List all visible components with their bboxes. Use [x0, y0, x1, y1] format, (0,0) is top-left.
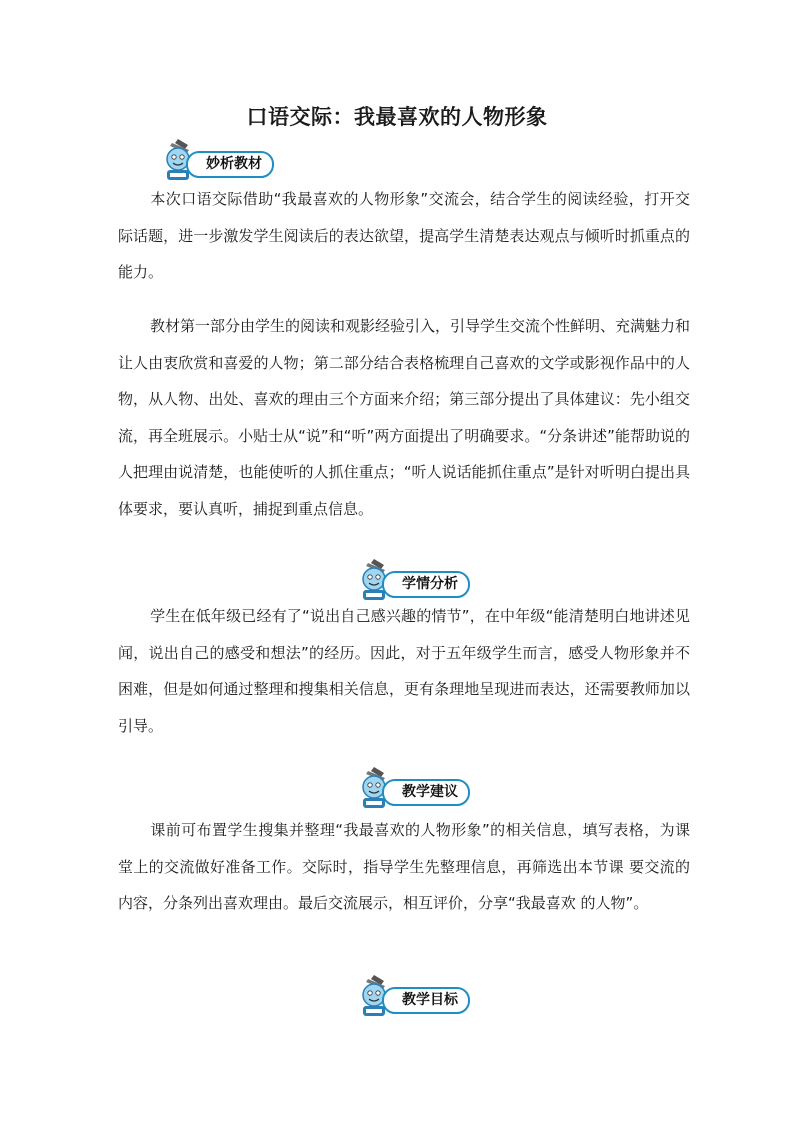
paragraph	[118, 308, 690, 527]
paragraph	[118, 181, 690, 291]
paragraph	[118, 812, 690, 922]
section-heading: 妙析教材	[186, 151, 274, 178]
paragraph-text: 本次口语交际借助“我最喜欢的人物形象”交流会，结合学生的阅读经验，打开交际话题，进一步激发学生阅读后的表达欲望，提高学生清楚表达观点与倾听时抓重点的能力。	[118, 190, 690, 281]
section-badge-textbook-analysis	[158, 137, 298, 183]
paragraph-text: 课前可布置学生搜集并整理“我最喜欢的人物形象”的相关信息，填写表格，为课堂上的交流做好准备工作。交际时，指导学生先整理信息，再筛选出本节课 要交流的内容，分条列出喜欢理由。最后交流展示，相互评价，分享“我最喜欢 的人物”。	[118, 821, 690, 912]
section-badge-learning-analysis	[354, 557, 494, 603]
section-badge-teaching-objectives	[354, 973, 494, 1019]
page-title: 口语交际：我最喜欢的人物形象	[246, 105, 548, 129]
section-badge-teaching-suggestions	[354, 765, 494, 811]
paragraph-text: 教材第一部分由学生的阅读和观影经验引入，引导学生交流个性鲜明、充满魅力和让人由衷欣赏和喜爱的人物；第二部分结合表格梳理自己喜欢的文学或影视作品中的人物，从人物、出处、喜欢的理由三个方面来介绍；第三部分提出了具体建议：先小组交流，再全班展示。小贴士从“说”和“听”两方面提出了明确要求。“分条讲述”能帮助说的人把理由说清楚，也能使听的人抓住重点；“听人说话能抓住重点”是针对听明白提出具体要求，要认真听，捕捉到重点信息。	[118, 317, 691, 518]
section-heading: 教学建议	[382, 779, 470, 806]
paragraph	[118, 598, 690, 744]
section-heading: 学情分析	[382, 571, 470, 598]
paragraph-text: 学生在低年级已经有了“说出自己感兴趣的情节”，在中年级“能清楚明白地讲述见闻，说出自己的感受和想法”的经历。因此，对于五年级学生而言，感受人物形象并不困难，但是如何通过整理和搜集相关信息，更有条理地呈现进而表达，还需要教师加以引导。	[118, 607, 690, 735]
section-heading: 教学目标	[382, 987, 470, 1014]
